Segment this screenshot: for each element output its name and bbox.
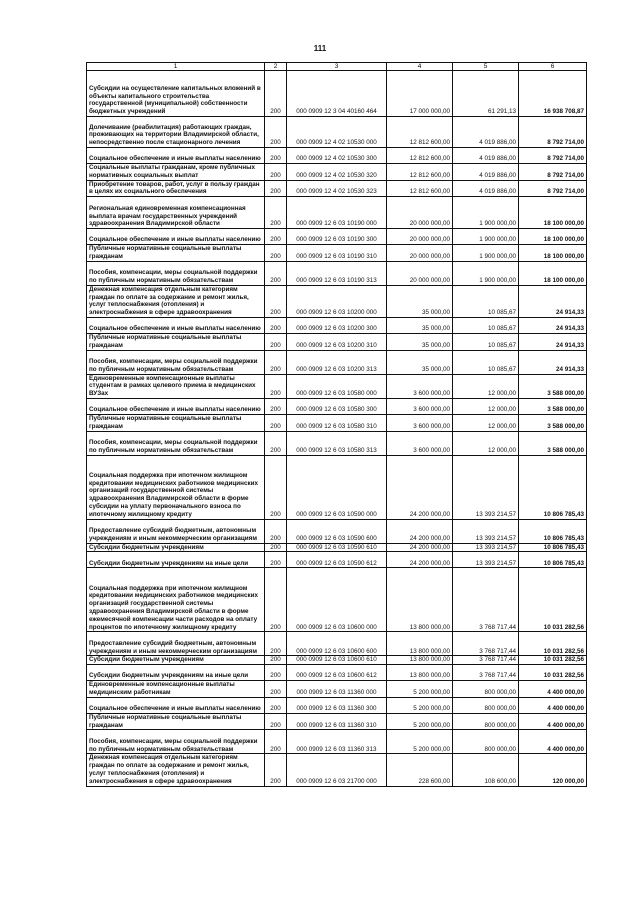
row-budget-code-cell: 000 0909 12 6 03 10600 610 <box>287 656 387 665</box>
row-executed-amount-cell: 10 085,67 <box>453 333 519 350</box>
row-name-cell: Социальное обеспечение и иные выплаты населению <box>87 229 265 245</box>
row-budget-code-cell: 000 0909 12 4 02 10530 320 <box>287 164 387 181</box>
row-executed-amount-cell: 3 768 717,44 <box>453 656 519 665</box>
row-approved-amount-cell: 20 000 000,00 <box>387 245 453 262</box>
row-unexecuted-amount-cell: 24 914,33 <box>519 285 587 317</box>
row-unexecuted-amount-cell: 18 100 000,00 <box>519 229 587 245</box>
row-budget-code-cell: 000 0909 12 6 03 10600 000 <box>287 568 387 632</box>
table-row <box>87 148 587 164</box>
row-name-cell: Пособия, компенсации, меры социальной поддержки по публичным нормативным обязательствам <box>87 431 265 455</box>
row-executed-amount-cell: 12 000,00 <box>453 398 519 414</box>
row-name-cell: Субсидии бюджетным учреждениям <box>87 656 265 665</box>
row-budget-code-cell: 000 0909 12 6 03 21700 000 <box>287 754 387 786</box>
row-admin-code-cell: 200 <box>265 117 287 148</box>
row-name-cell: Социальное обеспечение и иные выплаты населению <box>87 398 265 414</box>
row-approved-amount-cell: 24 200 000,00 <box>387 455 453 519</box>
row-budget-code-cell: 000 0909 12 6 03 11360 310 <box>287 713 387 730</box>
row-executed-amount-cell: 13 393 214,57 <box>453 543 519 552</box>
row-executed-amount-cell: 1 900 000,00 <box>453 197 519 229</box>
row-executed-amount-cell: 12 000,00 <box>453 374 519 398</box>
row-unexecuted-amount-cell: 4 400 000,00 <box>519 697 587 713</box>
header-col-3: 3 <box>287 63 387 71</box>
table-row <box>87 543 587 552</box>
row-admin-code-cell: 200 <box>265 285 287 317</box>
table-row <box>87 730 587 754</box>
row-approved-amount-cell: 3 600 000,00 <box>387 431 453 455</box>
row-admin-code-cell: 200 <box>265 754 287 786</box>
row-admin-code-cell: 200 <box>265 730 287 754</box>
table-row <box>87 229 587 245</box>
row-unexecuted-amount-cell: 24 914,33 <box>519 317 587 333</box>
table-row <box>87 117 587 148</box>
row-approved-amount-cell: 3 600 000,00 <box>387 414 453 431</box>
row-name-cell: Социальное обеспечение и иные выплаты населению <box>87 148 265 164</box>
row-admin-code-cell: 200 <box>265 317 287 333</box>
row-admin-code-cell: 200 <box>265 552 287 568</box>
row-admin-code-cell: 200 <box>265 148 287 164</box>
row-approved-amount-cell: 17 000 000,00 <box>387 71 453 117</box>
column-number-header-row <box>87 63 587 71</box>
row-admin-code-cell: 200 <box>265 374 287 398</box>
row-executed-amount-cell: 800 000,00 <box>453 681 519 698</box>
table-row <box>87 317 587 333</box>
row-executed-amount-cell: 12 000,00 <box>453 414 519 431</box>
row-approved-amount-cell: 12 812 600,00 <box>387 164 453 181</box>
table-row <box>87 261 587 285</box>
row-approved-amount-cell: 20 000 000,00 <box>387 197 453 229</box>
row-approved-amount-cell: 12 812 600,00 <box>387 180 453 197</box>
row-name-cell: Денежная компенсация отдельным категориям граждан по оплате за содержание и ремонт жилья, услуг теплоснабжения (отопления) и электроснабжения в сфере здравоохранения <box>87 285 265 317</box>
row-name-cell: Социальное обеспечение и иные выплаты населению <box>87 317 265 333</box>
table-row <box>87 568 587 632</box>
row-name-cell: Пособия, компенсации, меры социальной поддержки по публичным нормативным обязательствам <box>87 261 265 285</box>
row-executed-amount-cell: 1 900 000,00 <box>453 229 519 245</box>
table-row <box>87 681 587 698</box>
row-unexecuted-amount-cell: 10 806 785,43 <box>519 552 587 568</box>
row-budget-code-cell: 000 0909 12 6 03 10200 000 <box>287 285 387 317</box>
row-budget-code-cell: 000 0909 12 6 03 11360 313 <box>287 730 387 754</box>
row-budget-code-cell: 000 0909 12 6 03 10190 310 <box>287 245 387 262</box>
row-budget-code-cell: 000 0909 12 6 03 10200 313 <box>287 350 387 374</box>
row-budget-code-cell: 000 0909 12 6 03 10200 310 <box>287 333 387 350</box>
row-budget-code-cell: 000 0909 12 6 03 10190 300 <box>287 229 387 245</box>
row-admin-code-cell: 200 <box>265 681 287 698</box>
row-unexecuted-amount-cell: 8 792 714,00 <box>519 148 587 164</box>
row-name-cell: Денежная компенсация отдельным категориям граждан по оплате за содержание и ремонт жилья, услуг теплоснабжения (отопления) и электроснабжения в сфере здравоохранения <box>87 754 265 786</box>
row-approved-amount-cell: 228 600,00 <box>387 754 453 786</box>
row-budget-code-cell: 000 0909 12 6 03 10580 300 <box>287 398 387 414</box>
row-approved-amount-cell: 3 600 000,00 <box>387 398 453 414</box>
row-name-cell: Единовременные компенсационные выплаты студентам в рамках целевого приема в медицинских ВУЗах <box>87 374 265 398</box>
row-budget-code-cell: 000 0909 12 6 03 10190 313 <box>287 261 387 285</box>
row-name-cell: Субсидии бюджетным учреждениям на иные цели <box>87 665 265 681</box>
row-executed-amount-cell: 3 768 717,44 <box>453 568 519 632</box>
row-admin-code-cell: 200 <box>265 632 287 656</box>
row-budget-code-cell: 000 0909 12 6 03 10600 600 <box>287 632 387 656</box>
row-executed-amount-cell: 4 019 886,00 <box>453 117 519 148</box>
row-unexecuted-amount-cell: 24 914,33 <box>519 350 587 374</box>
table-row <box>87 350 587 374</box>
row-budget-code-cell: 000 0909 12 6 03 10590 610 <box>287 543 387 552</box>
row-unexecuted-amount-cell: 3 588 000,00 <box>519 414 587 431</box>
row-admin-code-cell: 200 <box>265 164 287 181</box>
row-name-cell: Публичные нормативные социальные выплаты гражданам <box>87 333 265 350</box>
row-budget-code-cell: 000 0909 12 6 03 10580 310 <box>287 414 387 431</box>
row-approved-amount-cell: 20 000 000,00 <box>387 229 453 245</box>
row-executed-amount-cell: 4 019 886,00 <box>453 164 519 181</box>
row-approved-amount-cell: 5 200 000,00 <box>387 681 453 698</box>
row-executed-amount-cell: 4 019 886,00 <box>453 148 519 164</box>
header-col-4: 4 <box>387 63 453 71</box>
row-unexecuted-amount-cell: 8 792 714,00 <box>519 117 587 148</box>
row-name-cell: Публичные нормативные социальные выплаты гражданам <box>87 414 265 431</box>
row-admin-code-cell: 200 <box>265 519 287 543</box>
row-unexecuted-amount-cell: 4 400 000,00 <box>519 681 587 698</box>
row-name-cell: Региональная единовременная компенсационная выплата врачам государственных учреждений здравоохранения Владимирской области <box>87 197 265 229</box>
row-name-cell: Единовременные компенсационные выплаты медицинским работникам <box>87 681 265 698</box>
table-row <box>87 374 587 398</box>
table-row <box>87 180 587 197</box>
row-admin-code-cell: 200 <box>265 455 287 519</box>
row-approved-amount-cell: 13 800 000,00 <box>387 656 453 665</box>
row-executed-amount-cell: 3 768 717,44 <box>453 632 519 656</box>
row-unexecuted-amount-cell: 8 792 714,00 <box>519 164 587 181</box>
row-executed-amount-cell: 10 085,67 <box>453 317 519 333</box>
row-admin-code-cell: 200 <box>265 431 287 455</box>
row-executed-amount-cell: 800 000,00 <box>453 730 519 754</box>
row-approved-amount-cell: 35 000,00 <box>387 317 453 333</box>
table-body <box>87 71 587 787</box>
table-row <box>87 431 587 455</box>
row-approved-amount-cell: 35 000,00 <box>387 285 453 317</box>
row-approved-amount-cell: 35 000,00 <box>387 350 453 374</box>
row-name-cell: Предоставление субсидий бюджетным, автономным учреждениям и иным некоммерческим организациям <box>87 519 265 543</box>
row-unexecuted-amount-cell: 24 914,33 <box>519 333 587 350</box>
table-row <box>87 164 587 181</box>
page-number: 111 <box>313 44 327 53</box>
row-name-cell: Субсидии бюджетным учреждениям на иные цели <box>87 552 265 568</box>
row-name-cell: Социальные выплаты гражданам, кроме публичных нормативных социальных выплат <box>87 164 265 181</box>
row-approved-amount-cell: 13 800 000,00 <box>387 665 453 681</box>
row-name-cell: Пособия, компенсации, меры социальной поддержки по публичным нормативным обязательствам <box>87 350 265 374</box>
row-admin-code-cell: 200 <box>265 656 287 665</box>
row-budget-code-cell: 000 0909 12 6 03 10580 313 <box>287 431 387 455</box>
row-approved-amount-cell: 12 812 600,00 <box>387 117 453 148</box>
header-col-5: 5 <box>453 63 519 71</box>
row-approved-amount-cell: 35 000,00 <box>387 333 453 350</box>
row-unexecuted-amount-cell: 10 806 785,43 <box>519 543 587 552</box>
table-row <box>87 285 587 317</box>
row-name-cell: Социальная поддержка при ипотечном жилищном кредитовании медицинских работников медицинских организаций государственной системы здравоохранения Владимирской области в форме субсидии на уплату первоначального взноса по ипотечному жилищному кредиту <box>87 455 265 519</box>
row-executed-amount-cell: 61 291,13 <box>453 71 519 117</box>
row-admin-code-cell: 200 <box>265 180 287 197</box>
row-budget-code-cell: 000 0909 12 6 03 11360 000 <box>287 681 387 698</box>
row-name-cell: Долечивание (реабилитация) работающих граждан, проживающих на территории Владимирской области, непосредственно после стационарного лечения <box>87 117 265 148</box>
row-executed-amount-cell: 13 393 214,57 <box>453 455 519 519</box>
row-approved-amount-cell: 3 600 000,00 <box>387 374 453 398</box>
row-approved-amount-cell: 20 000 000,00 <box>387 261 453 285</box>
row-unexecuted-amount-cell: 10 031 282,56 <box>519 665 587 681</box>
row-name-cell: Публичные нормативные социальные выплаты гражданам <box>87 713 265 730</box>
row-budget-code-cell: 000 0909 12 6 03 10590 612 <box>287 552 387 568</box>
row-executed-amount-cell: 10 085,67 <box>453 285 519 317</box>
row-executed-amount-cell: 4 019 886,00 <box>453 180 519 197</box>
row-executed-amount-cell: 800 000,00 <box>453 713 519 730</box>
row-name-cell: Приобретение товаров, работ, услуг в пользу граждан в целях их социального обеспечения <box>87 180 265 197</box>
row-admin-code-cell: 200 <box>265 350 287 374</box>
row-admin-code-cell: 200 <box>265 229 287 245</box>
row-unexecuted-amount-cell: 8 792 714,00 <box>519 180 587 197</box>
row-budget-code-cell: 000 0909 12 6 03 10590 600 <box>287 519 387 543</box>
row-name-cell: Социальное обеспечение и иные выплаты населению <box>87 697 265 713</box>
table-row <box>87 333 587 350</box>
table-row <box>87 697 587 713</box>
row-unexecuted-amount-cell: 3 588 000,00 <box>519 374 587 398</box>
row-unexecuted-amount-cell: 10 031 282,56 <box>519 568 587 632</box>
row-unexecuted-amount-cell: 4 400 000,00 <box>519 713 587 730</box>
row-admin-code-cell: 200 <box>265 261 287 285</box>
row-executed-amount-cell: 800 000,00 <box>453 697 519 713</box>
table-row <box>87 754 587 786</box>
row-executed-amount-cell: 13 393 214,57 <box>453 552 519 568</box>
row-admin-code-cell: 200 <box>265 665 287 681</box>
row-unexecuted-amount-cell: 10 806 785,43 <box>519 455 587 519</box>
row-budget-code-cell: 000 0909 12 6 03 10590 000 <box>287 455 387 519</box>
row-admin-code-cell: 200 <box>265 333 287 350</box>
row-unexecuted-amount-cell: 18 100 000,00 <box>519 197 587 229</box>
table-row <box>87 519 587 543</box>
row-admin-code-cell: 200 <box>265 414 287 431</box>
row-approved-amount-cell: 12 812 600,00 <box>387 148 453 164</box>
row-admin-code-cell: 200 <box>265 568 287 632</box>
row-executed-amount-cell: 10 085,67 <box>453 350 519 374</box>
table-row <box>87 713 587 730</box>
row-name-cell: Субсидии бюджетным учреждениям <box>87 543 265 552</box>
row-approved-amount-cell: 5 200 000,00 <box>387 697 453 713</box>
row-budget-code-cell: 000 0909 12 3 04 40160 464 <box>287 71 387 117</box>
row-unexecuted-amount-cell: 16 938 708,87 <box>519 71 587 117</box>
row-executed-amount-cell: 108 600,00 <box>453 754 519 786</box>
row-admin-code-cell: 200 <box>265 245 287 262</box>
row-executed-amount-cell: 13 393 214,57 <box>453 519 519 543</box>
row-unexecuted-amount-cell: 4 400 000,00 <box>519 730 587 754</box>
table-row <box>87 632 587 656</box>
row-admin-code-cell: 200 <box>265 713 287 730</box>
row-executed-amount-cell: 1 900 000,00 <box>453 245 519 262</box>
header-col-1: 1 <box>87 63 265 71</box>
row-budget-code-cell: 000 0909 12 6 03 10190 000 <box>287 197 387 229</box>
row-admin-code-cell: 200 <box>265 697 287 713</box>
table-row <box>87 455 587 519</box>
table-row <box>87 197 587 229</box>
row-name-cell: Предоставление субсидий бюджетным, автономным учреждениям и иным некоммерческим организациям <box>87 632 265 656</box>
row-executed-amount-cell: 1 900 000,00 <box>453 261 519 285</box>
row-budget-code-cell: 000 0909 12 6 03 10580 000 <box>287 374 387 398</box>
row-executed-amount-cell: 3 768 717,44 <box>453 665 519 681</box>
row-name-cell: Субсидии на осуществление капитальных вложений в объекты капитального строительства государственной (муниципальной) собственности бюджетных учреждений <box>87 71 265 117</box>
row-executed-amount-cell: 12 000,00 <box>453 431 519 455</box>
row-approved-amount-cell: 24 200 000,00 <box>387 543 453 552</box>
row-budget-code-cell: 000 0909 12 6 03 10200 300 <box>287 317 387 333</box>
row-approved-amount-cell: 5 200 000,00 <box>387 713 453 730</box>
header-col-2: 2 <box>265 63 287 71</box>
row-unexecuted-amount-cell: 120 000,00 <box>519 754 587 786</box>
row-approved-amount-cell: 13 800 000,00 <box>387 568 453 632</box>
row-approved-amount-cell: 24 200 000,00 <box>387 519 453 543</box>
table-row <box>87 71 587 117</box>
row-unexecuted-amount-cell: 10 031 282,56 <box>519 632 587 656</box>
table-row <box>87 414 587 431</box>
row-name-cell: Публичные нормативные социальные выплаты гражданам <box>87 245 265 262</box>
row-unexecuted-amount-cell: 18 100 000,00 <box>519 261 587 285</box>
row-approved-amount-cell: 13 800 000,00 <box>387 632 453 656</box>
row-budget-code-cell: 000 0909 12 4 02 10530 300 <box>287 148 387 164</box>
row-admin-code-cell: 200 <box>265 543 287 552</box>
table-row <box>87 552 587 568</box>
row-admin-code-cell: 200 <box>265 398 287 414</box>
budget-execution-table <box>86 62 587 787</box>
row-approved-amount-cell: 24 200 000,00 <box>387 552 453 568</box>
row-budget-code-cell: 000 0909 12 6 03 10600 612 <box>287 665 387 681</box>
row-unexecuted-amount-cell: 18 100 000,00 <box>519 245 587 262</box>
row-unexecuted-amount-cell: 3 588 000,00 <box>519 431 587 455</box>
row-budget-code-cell: 000 0909 12 6 03 11360 300 <box>287 697 387 713</box>
row-unexecuted-amount-cell: 10 806 785,43 <box>519 519 587 543</box>
row-budget-code-cell: 000 0909 12 4 02 10530 000 <box>287 117 387 148</box>
row-admin-code-cell: 200 <box>265 197 287 229</box>
table-row <box>87 245 587 262</box>
row-admin-code-cell: 200 <box>265 71 287 117</box>
row-unexecuted-amount-cell: 3 588 000,00 <box>519 398 587 414</box>
row-budget-code-cell: 000 0909 12 4 02 10530 323 <box>287 180 387 197</box>
table-row <box>87 398 587 414</box>
row-name-cell: Пособия, компенсации, меры социальной поддержки по публичным нормативным обязательствам <box>87 730 265 754</box>
row-name-cell: Социальная поддержка при ипотечном жилищном кредитовании медицинских работников медицинских организаций государственной системы здравоохранения Владимирской области в форме ежемесячной компенсации части расходов на оплату процентов по ипотечному жилищному кредиту <box>87 568 265 632</box>
table-row <box>87 656 587 665</box>
table-row <box>87 665 587 681</box>
row-approved-amount-cell: 5 200 000,00 <box>387 730 453 754</box>
row-unexecuted-amount-cell: 10 031 282,56 <box>519 656 587 665</box>
header-col-6: 6 <box>519 63 587 71</box>
